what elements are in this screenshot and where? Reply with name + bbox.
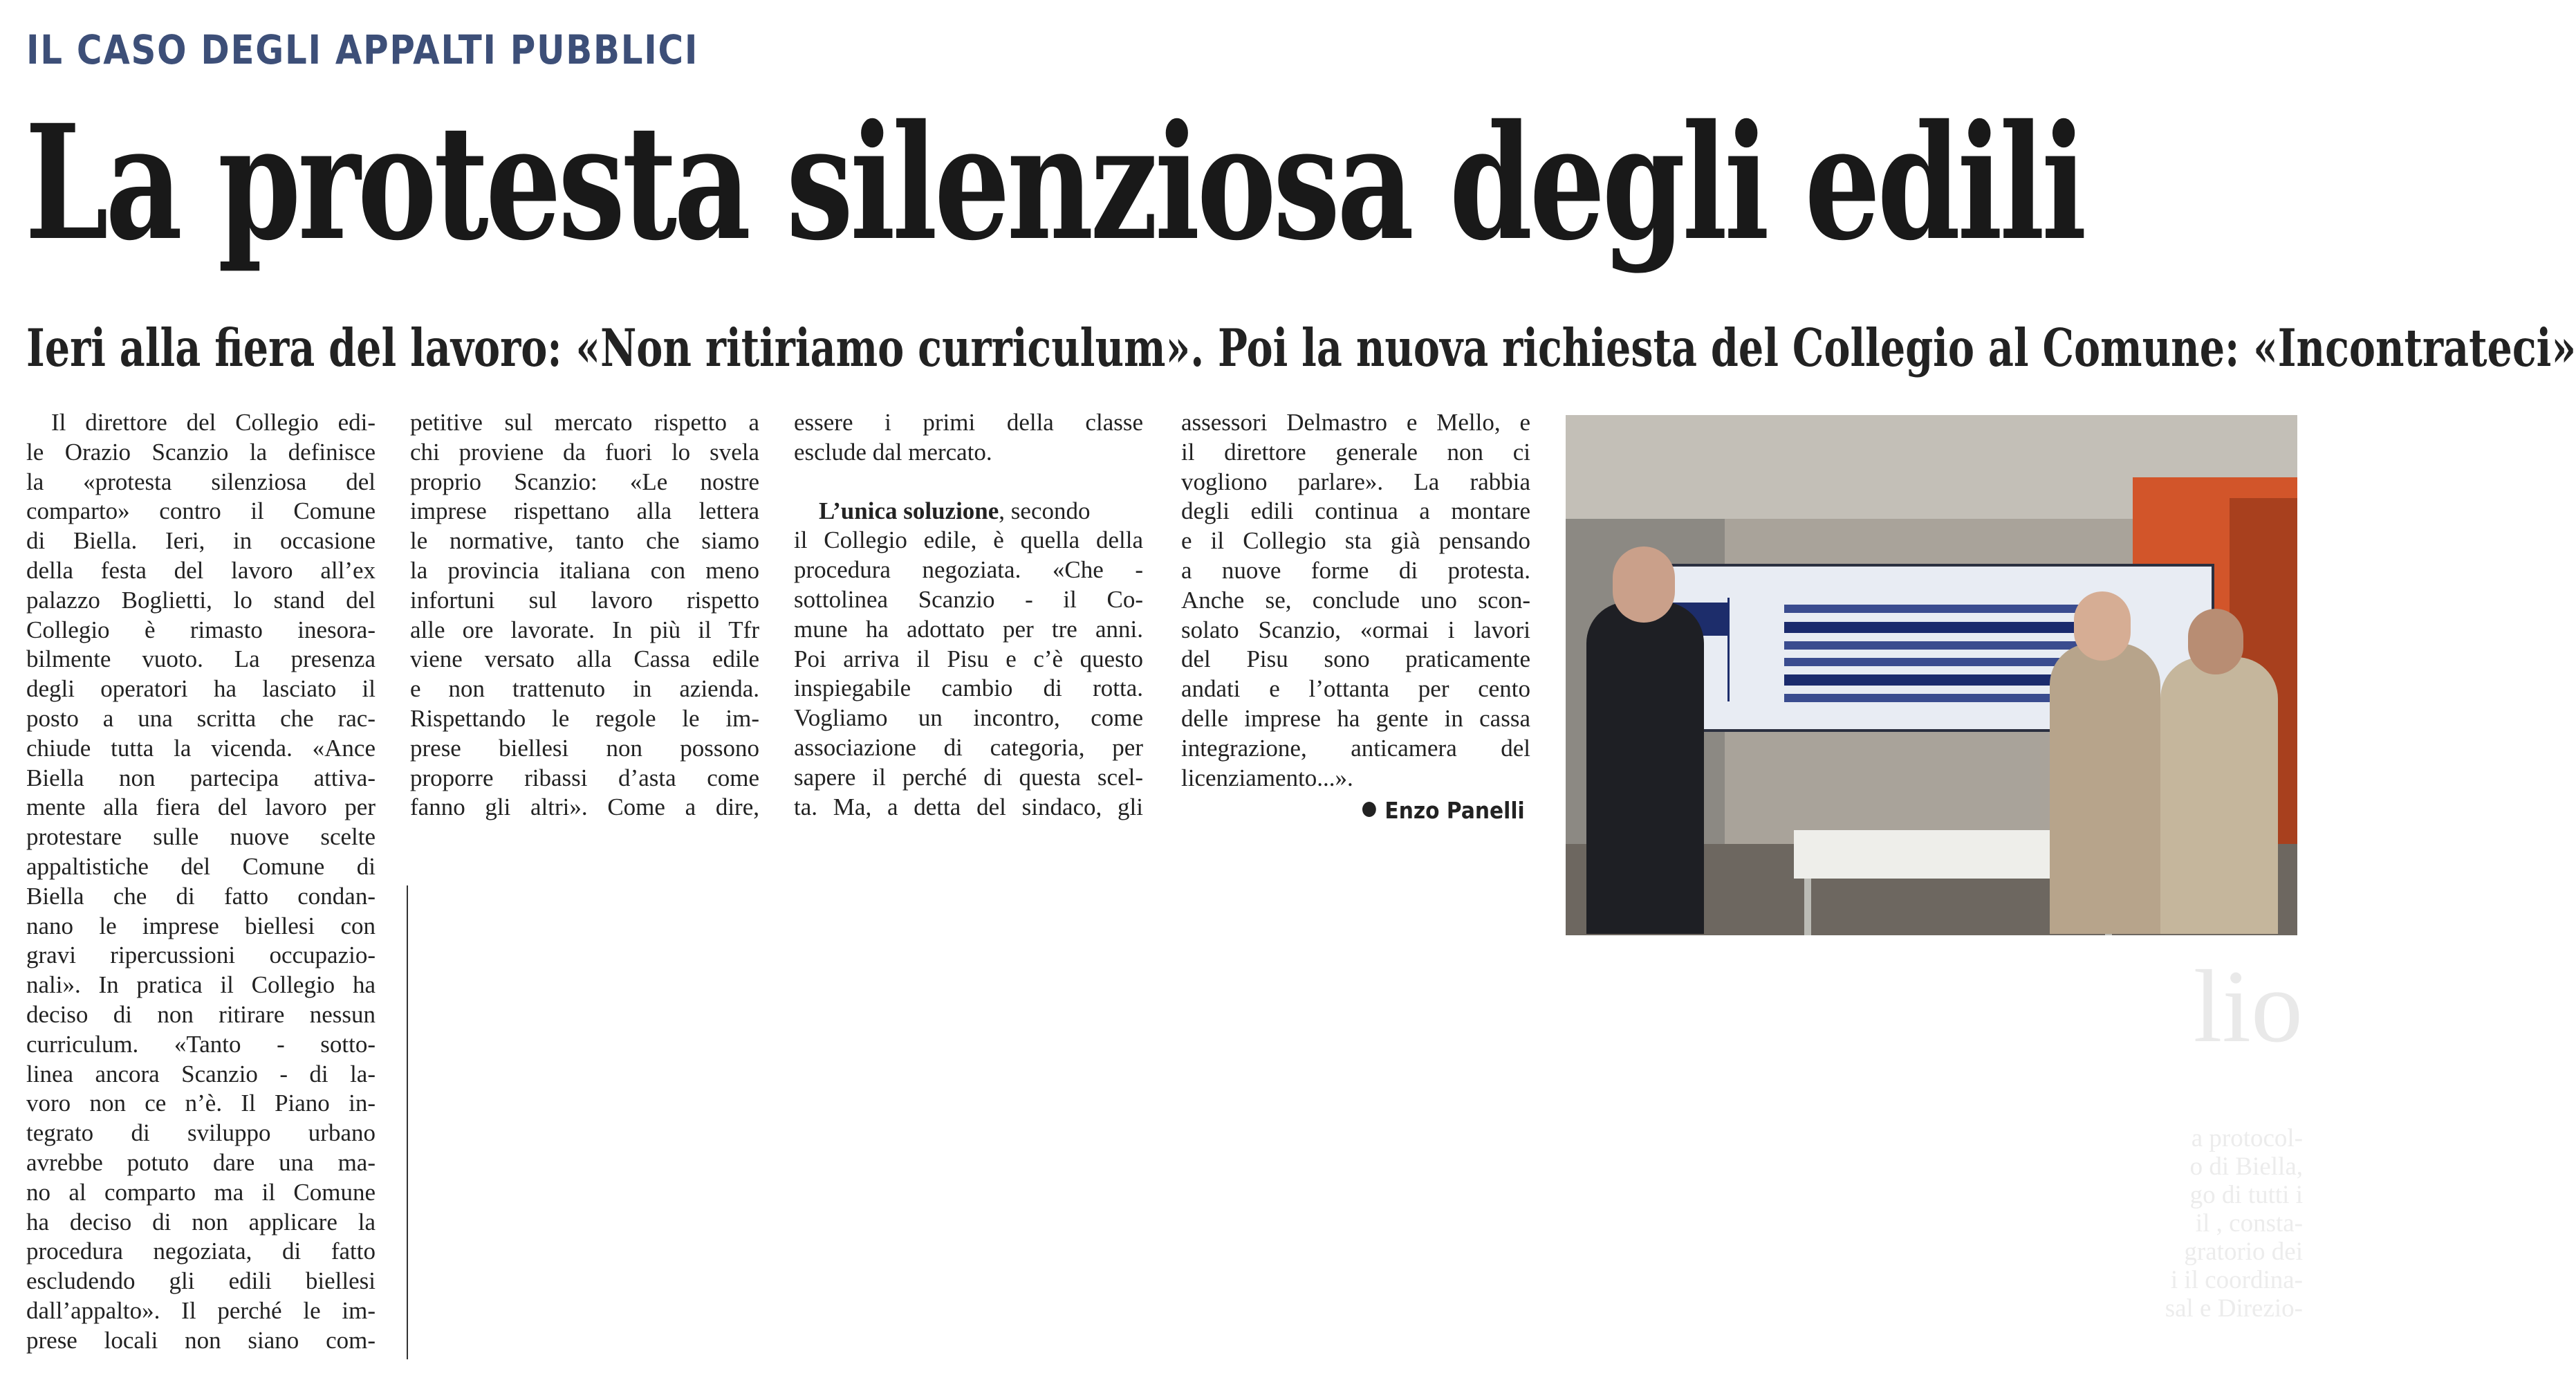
- text-line: prese locali non siano com-: [26, 1326, 376, 1354]
- text-line: protestare sulle nuove scelte: [26, 823, 376, 851]
- text-line: inspiegabile cambio di rotta.: [794, 674, 1143, 702]
- adjacent-text-line: go di tutti i: [2189, 1181, 2303, 1209]
- text-line: escludendo gli edili biellesi: [26, 1267, 376, 1295]
- text-line: mente alla fiera del lavoro per: [26, 793, 376, 821]
- text-line: la «protesta silenziosa del: [26, 468, 376, 495]
- text-line: le Orazio Scanzio la definisce: [26, 438, 376, 466]
- kicker: IL CASO DEGLI APPALTI PUBBLICI: [26, 26, 699, 73]
- person-middle: [2050, 643, 2160, 934]
- col3-lead-line: [794, 497, 1143, 526]
- adjacent-text-line: gratorio dei: [2184, 1238, 2303, 1266]
- text-line: esclude dal mercato.: [794, 438, 992, 466]
- text-line: dall’appalto». Il perché le im-: [26, 1296, 376, 1324]
- photo-table-leg: [1804, 879, 1811, 935]
- banner-line: [1784, 674, 2088, 686]
- text-line: di Biella. Ieri, in occasione: [26, 527, 376, 555]
- subheadline: Ieri alla fiera del lavoro: «Non ritiriamo curriculum». Poi la nuova richiesta del Collegio al Comune: «Incontrateci»: [26, 318, 2576, 378]
- text-line: nali». In pratica il Collegio ha: [26, 971, 376, 999]
- text-line: appaltistiche del Comune di: [26, 852, 376, 880]
- text-line: chi proviene da fuori lo svela: [410, 438, 759, 466]
- banner-divider: [1727, 598, 1730, 701]
- text-line: petitive sul mercato rispetto a: [410, 409, 759, 436]
- col3b-lines: [794, 526, 1143, 822]
- text-line: fanno gli altri». Come a dire,: [410, 793, 759, 821]
- text-line: vogliono parlare». La rabbia: [1181, 468, 1530, 495]
- bullet-icon: [1362, 802, 1376, 817]
- text-line: viene versato alla Cassa edile: [410, 645, 759, 673]
- text-line: integrazione, anticamera del: [1181, 734, 1530, 762]
- text-line: a nuove forme di protesta.: [1181, 556, 1530, 584]
- text-line: Il direttore del Collegio edi-: [51, 409, 376, 436]
- headline: La protesta silenziosa degli edili: [25, 90, 2084, 275]
- banner-line: [1784, 694, 2088, 702]
- person-left-head: [1613, 546, 1675, 623]
- adjacent-text-lines: [2137, 1124, 2303, 1323]
- adjacent-text-line: sal e Direzio-: [2165, 1294, 2303, 1323]
- banner-line: [1784, 605, 2088, 613]
- text-line: solato Scanzio, «ormai i lavori: [1181, 616, 1530, 643]
- text-line: procedura negoziata. «Che -: [794, 556, 1143, 584]
- article-column-1: [26, 408, 376, 1356]
- article-column-3: [794, 408, 1143, 822]
- text-line: comparto» contro il Comune: [26, 497, 376, 525]
- text-line: il Collegio edile, è quella della: [794, 526, 1143, 554]
- person-left: [1586, 602, 1704, 934]
- text-line: delle imprese ha gente in cassa: [1181, 704, 1530, 732]
- col2-lines: [410, 408, 759, 823]
- adjacent-headline-fragment: lio: [2193, 949, 2303, 1064]
- text-line: sottolinea Scanzio - il Co-: [794, 585, 1143, 613]
- text-line: chiude tutta la vicenda. «Ance: [26, 734, 376, 762]
- byline: [1362, 797, 1525, 824]
- text-line: curriculum. «Tanto - sotto-: [26, 1030, 376, 1058]
- text-line: della festa del lavoro all’ex: [26, 556, 376, 584]
- text-line: deciso di non ritirare nessun: [26, 1000, 376, 1028]
- text-line: sapere il perché di questa scel-: [794, 763, 1143, 791]
- text-line: ha deciso di non applicare la: [26, 1208, 376, 1235]
- text-line: Anche se, conclude uno scon-: [1181, 586, 1530, 614]
- text-line: tegrato di sviluppo urbano: [26, 1119, 376, 1147]
- text-line: Rispettando le regole le im-: [410, 704, 759, 732]
- banner-line: [1784, 658, 2088, 666]
- text-line: mune ha adottato per tre anni.: [794, 615, 1143, 643]
- text-line: imprese rispettano alla lettera: [410, 497, 759, 525]
- text-line: assessori Delmastro e Mello, e: [1181, 409, 1530, 436]
- text-line: del Pisu sono praticamente: [1181, 645, 1530, 673]
- article-column-2: [410, 408, 759, 823]
- text-line: e il Collegio sta già pensando: [1181, 527, 1530, 555]
- text-line: alle ore lavorate. In più il Tfr: [410, 616, 759, 643]
- text-line: degli edili continua a montare: [1181, 497, 1530, 525]
- banner-line: [1784, 622, 2088, 633]
- adjacent-text-line: o di Biella,: [2189, 1152, 2303, 1181]
- text-line: essere i primi della classe: [794, 409, 1143, 436]
- lead-in-rest: , secondo: [999, 497, 1091, 524]
- text-line: infortuni sul lavoro rispetto: [410, 586, 759, 614]
- column-rule: [407, 885, 408, 1359]
- byline-name: Enzo Panelli: [1384, 797, 1525, 824]
- text-line: la provincia italiana con meno: [410, 556, 759, 584]
- text-line: proporre ribassi d’asta come: [410, 764, 759, 791]
- adjacent-text-line: a protocol-: [2191, 1124, 2303, 1152]
- text-line: avrebbe potuto dare una ma-: [26, 1148, 376, 1176]
- lead-in-bold: L’unica soluzione: [819, 497, 999, 524]
- text-line: associazione di categoria, per: [794, 733, 1143, 761]
- text-line: linea ancora Scanzio - di la-: [26, 1060, 376, 1087]
- text-line: Poi arriva il Pisu e c’è questo: [794, 645, 1143, 672]
- text-line: licenziamento...».: [1181, 764, 1353, 791]
- article-photo: [1566, 415, 2297, 935]
- text-line: posto a una scritta che rac-: [26, 704, 376, 732]
- adjacent-article-bleed: [2137, 949, 2303, 1323]
- text-line: nano le imprese biellesi con: [26, 912, 376, 939]
- text-line: Collegio è rimasto inesora-: [26, 616, 376, 643]
- text-line: ta. Ma, a detta del sindaco, gli: [794, 793, 1143, 820]
- text-line: prese biellesi non possono: [410, 734, 759, 762]
- text-line: no al comparto ma il Comune: [26, 1178, 376, 1206]
- adjacent-text-line: il , consta-: [2195, 1209, 2303, 1238]
- text-line: proprio Scanzio: «Le nostre: [410, 468, 759, 495]
- article-column-4: [1181, 408, 1530, 793]
- text-line: procedura negoziata, di fatto: [26, 1238, 376, 1265]
- banner-line: [1784, 641, 2088, 650]
- text-line: Biella che di fatto condan-: [26, 882, 376, 910]
- text-line: il direttore generale non ci: [1181, 438, 1530, 466]
- col1-lines: [26, 408, 376, 1356]
- col3a-lines: [794, 408, 1143, 468]
- text-line: voro non ce n’è. Il Piano in-: [26, 1090, 376, 1117]
- adjacent-text-line: i il coordina-: [2170, 1266, 2303, 1294]
- col4-lines: [1181, 408, 1530, 793]
- text-line: Vogliamo un incontro, come: [794, 704, 1143, 732]
- person-right: [2160, 657, 2278, 934]
- text-line: degli operatori ha lasciato il: [26, 675, 376, 703]
- text-line: andati e l’ottanta per cento: [1181, 675, 1530, 703]
- text-line: Biella non partecipa attiva-: [26, 764, 376, 791]
- person-right-head: [2188, 609, 2243, 674]
- text-line: le normative, tanto che siamo: [410, 527, 759, 555]
- text-line: e non trattenuto in azienda.: [410, 675, 759, 703]
- person-middle-head: [2074, 591, 2131, 661]
- text-line: gravi ripercussioni occupazio-: [26, 941, 376, 969]
- text-line: bilmente vuoto. La presenza: [26, 645, 376, 673]
- text-line: palazzo Boglietti, lo stand del: [26, 586, 376, 614]
